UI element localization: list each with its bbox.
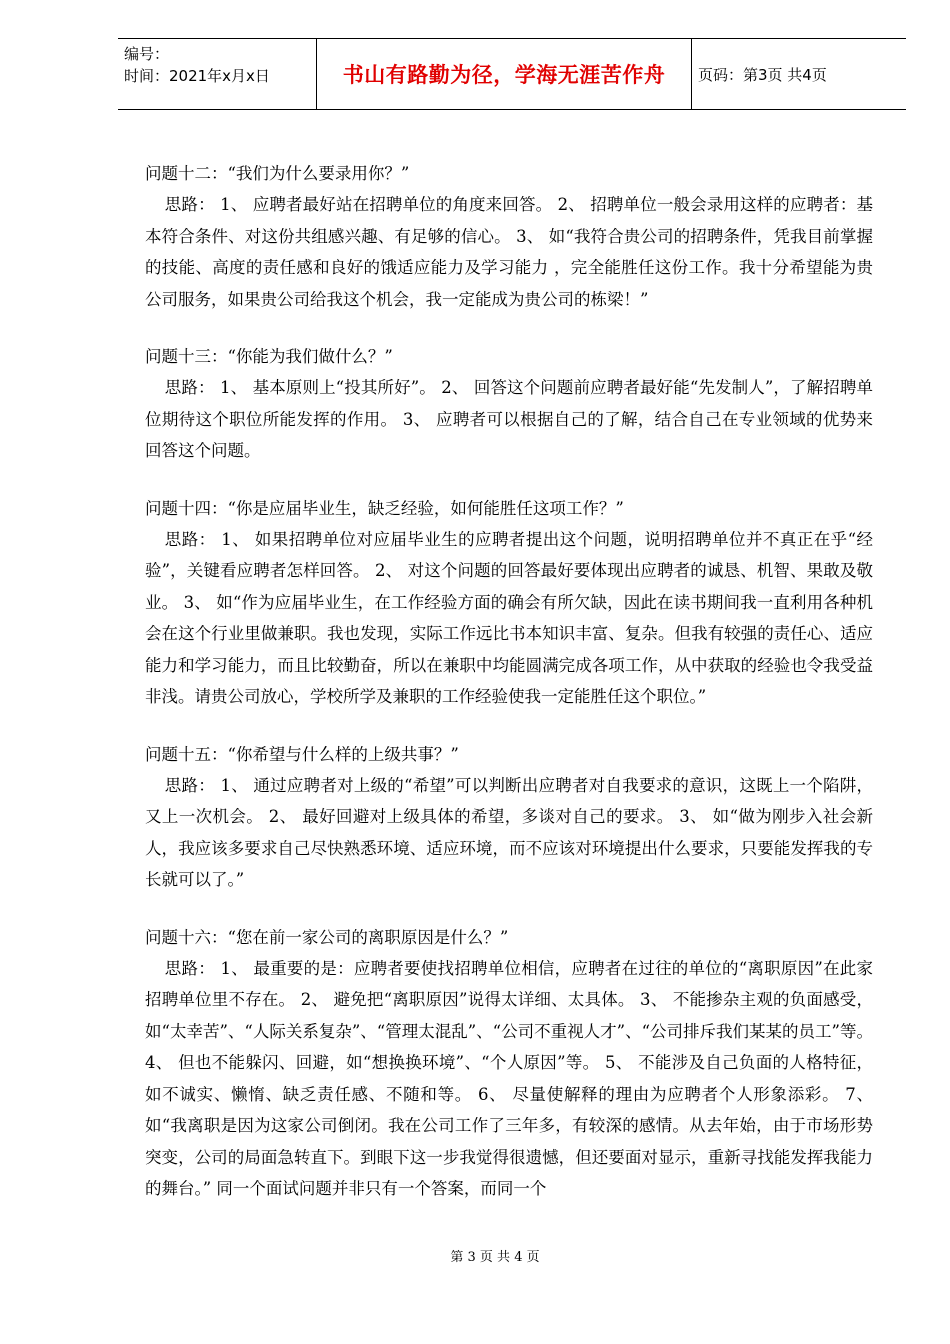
question-title: 问题十二：“我们为什么要录用你？” [145,164,410,183]
question-title: 问题十六：“您在前一家公司的离职原因是什么？” [145,927,509,947]
question-section [145,739,873,896]
header-page-cell [690,39,906,109]
question-section [145,922,873,1205]
page-footer: 第 3 页 共 4 页 [450,1250,540,1265]
question-section [145,493,873,713]
header-motto: 书山有路勤为径，学海无涯苦作舟 [342,63,666,87]
header-page-info: 页码：第3页 共4页 [698,65,827,84]
document-number-label: 编号： [124,45,170,63]
question-answer: 思路： 1、 基本原则上“投其所好”。 2、 回答这个问题前应聘者最好能“先发制人”，了解招聘单位期待这个职位所能发挥的作用。 3、 应聘者可以根据自己的了解，结合自己在专业领域的优势来回答这个问题。 [145,378,873,460]
question-title: 问题十三：“你能为我们做什么？” [145,347,393,366]
header-motto-cell [316,39,692,109]
page-header [118,38,906,110]
question-answer: 思路： 1、 通过应聘者对上级的“希望”可以判断出应聘者对自我要求的意识，这既上一个陷阱，又上一次机会。 2、 最好回避对上级具体的希望，多谈对自己的要求。 3、 如“做为刚步入社会新人，我应该多要求自己尽快熟悉环境、适应环境，而不应该对环境提出什么要求，只要能发挥我的专长就可以了。” [145,775,873,889]
question-answer: 思路： 1、 应聘者最好站在招聘单位的角度来回答。 2、 招聘单位一般会录用这样的应聘者：基本符合条件、对这份共组感兴趣、有足够的信心。 3、 如“我符合贵公司的招聘条件，凭我目前掌握的技能、高度的责任感和良好的饿适应能力及学习能力 ，完全能胜任这份工作。我十分希望能为贵 公司服务，如果贵公司给我这个机会，我一定能成为贵公司的栋梁！” [145,195,873,309]
question-answer: 思路： 1、 如果招聘单位对应届毕业生的应聘者提出这个问题，说明招聘单位并不真正在乎“经验”，关键看应聘者怎样回答。 2、 对这个问题的回答最好要体现出应聘者的诚恳、机智、果敢及敬业。 3、 如“作为应届毕业生，在工作经验方面的确会有所欠缺，因此在读书期间我一直利用各种机会在这个行业里做兼职。我也发现，实际工作远比书本知识丰富、复杂。但我有较强的责任心、适应能力和学习能力，而且比较勤奋，所以在兼职中均能圆满完成各项工作，从中获取的经验也令我受益非浅。请贵公司放心，学校所学及兼职的工作经验使我一定能胜任这个职位。” [145,529,873,706]
question-answer: 思路： 1、 最重要的是：应聘者要使找招聘单位相信，应聘者在过往的单位的“离职原因”在此家招聘单位里不存在。 2、 避免把“离职原因”说得太详细、太具体。 3、 不能掺杂主观的负面感受，如“太幸苦”、“人际关系复杂”、“管理太混乱”、“公司不重视人才”、“公司排斥我们某某的员工”等。 4、 但也不能躲闪、回避，如“想换换环境”、“个人原因”等。 5、 不能涉及自己负面的人格特征，如不诚实、懒惰、缺乏责任感、不随和等。 6、 尽量使解释的理由为应聘者个人形象添彩。 7、 如“我离职是因为这家公司倒闭。我在公司工作了三年多，有较深的感情。从去年始，由于市场形势突变，公司的局面急转直下。到眼下这一步我觉得很遗憾，但还要面对显示，重新寻找能发挥我能力的舞台。” 同一个面试问题并非只有一个答案，而同一个 [145,958,873,1198]
question-title: 问题十五：“你希望与什么样的上级共事？” [145,744,459,764]
question-title: 问题十四：“你是应届毕业生，缺乏经验，如何能胜任这项工作？” [145,498,624,518]
question-section [145,341,873,467]
document-body [145,158,873,1231]
document-time-label: 时间：2021年x月x日 [124,67,270,85]
question-section [145,158,873,315]
header-meta [118,39,316,109]
